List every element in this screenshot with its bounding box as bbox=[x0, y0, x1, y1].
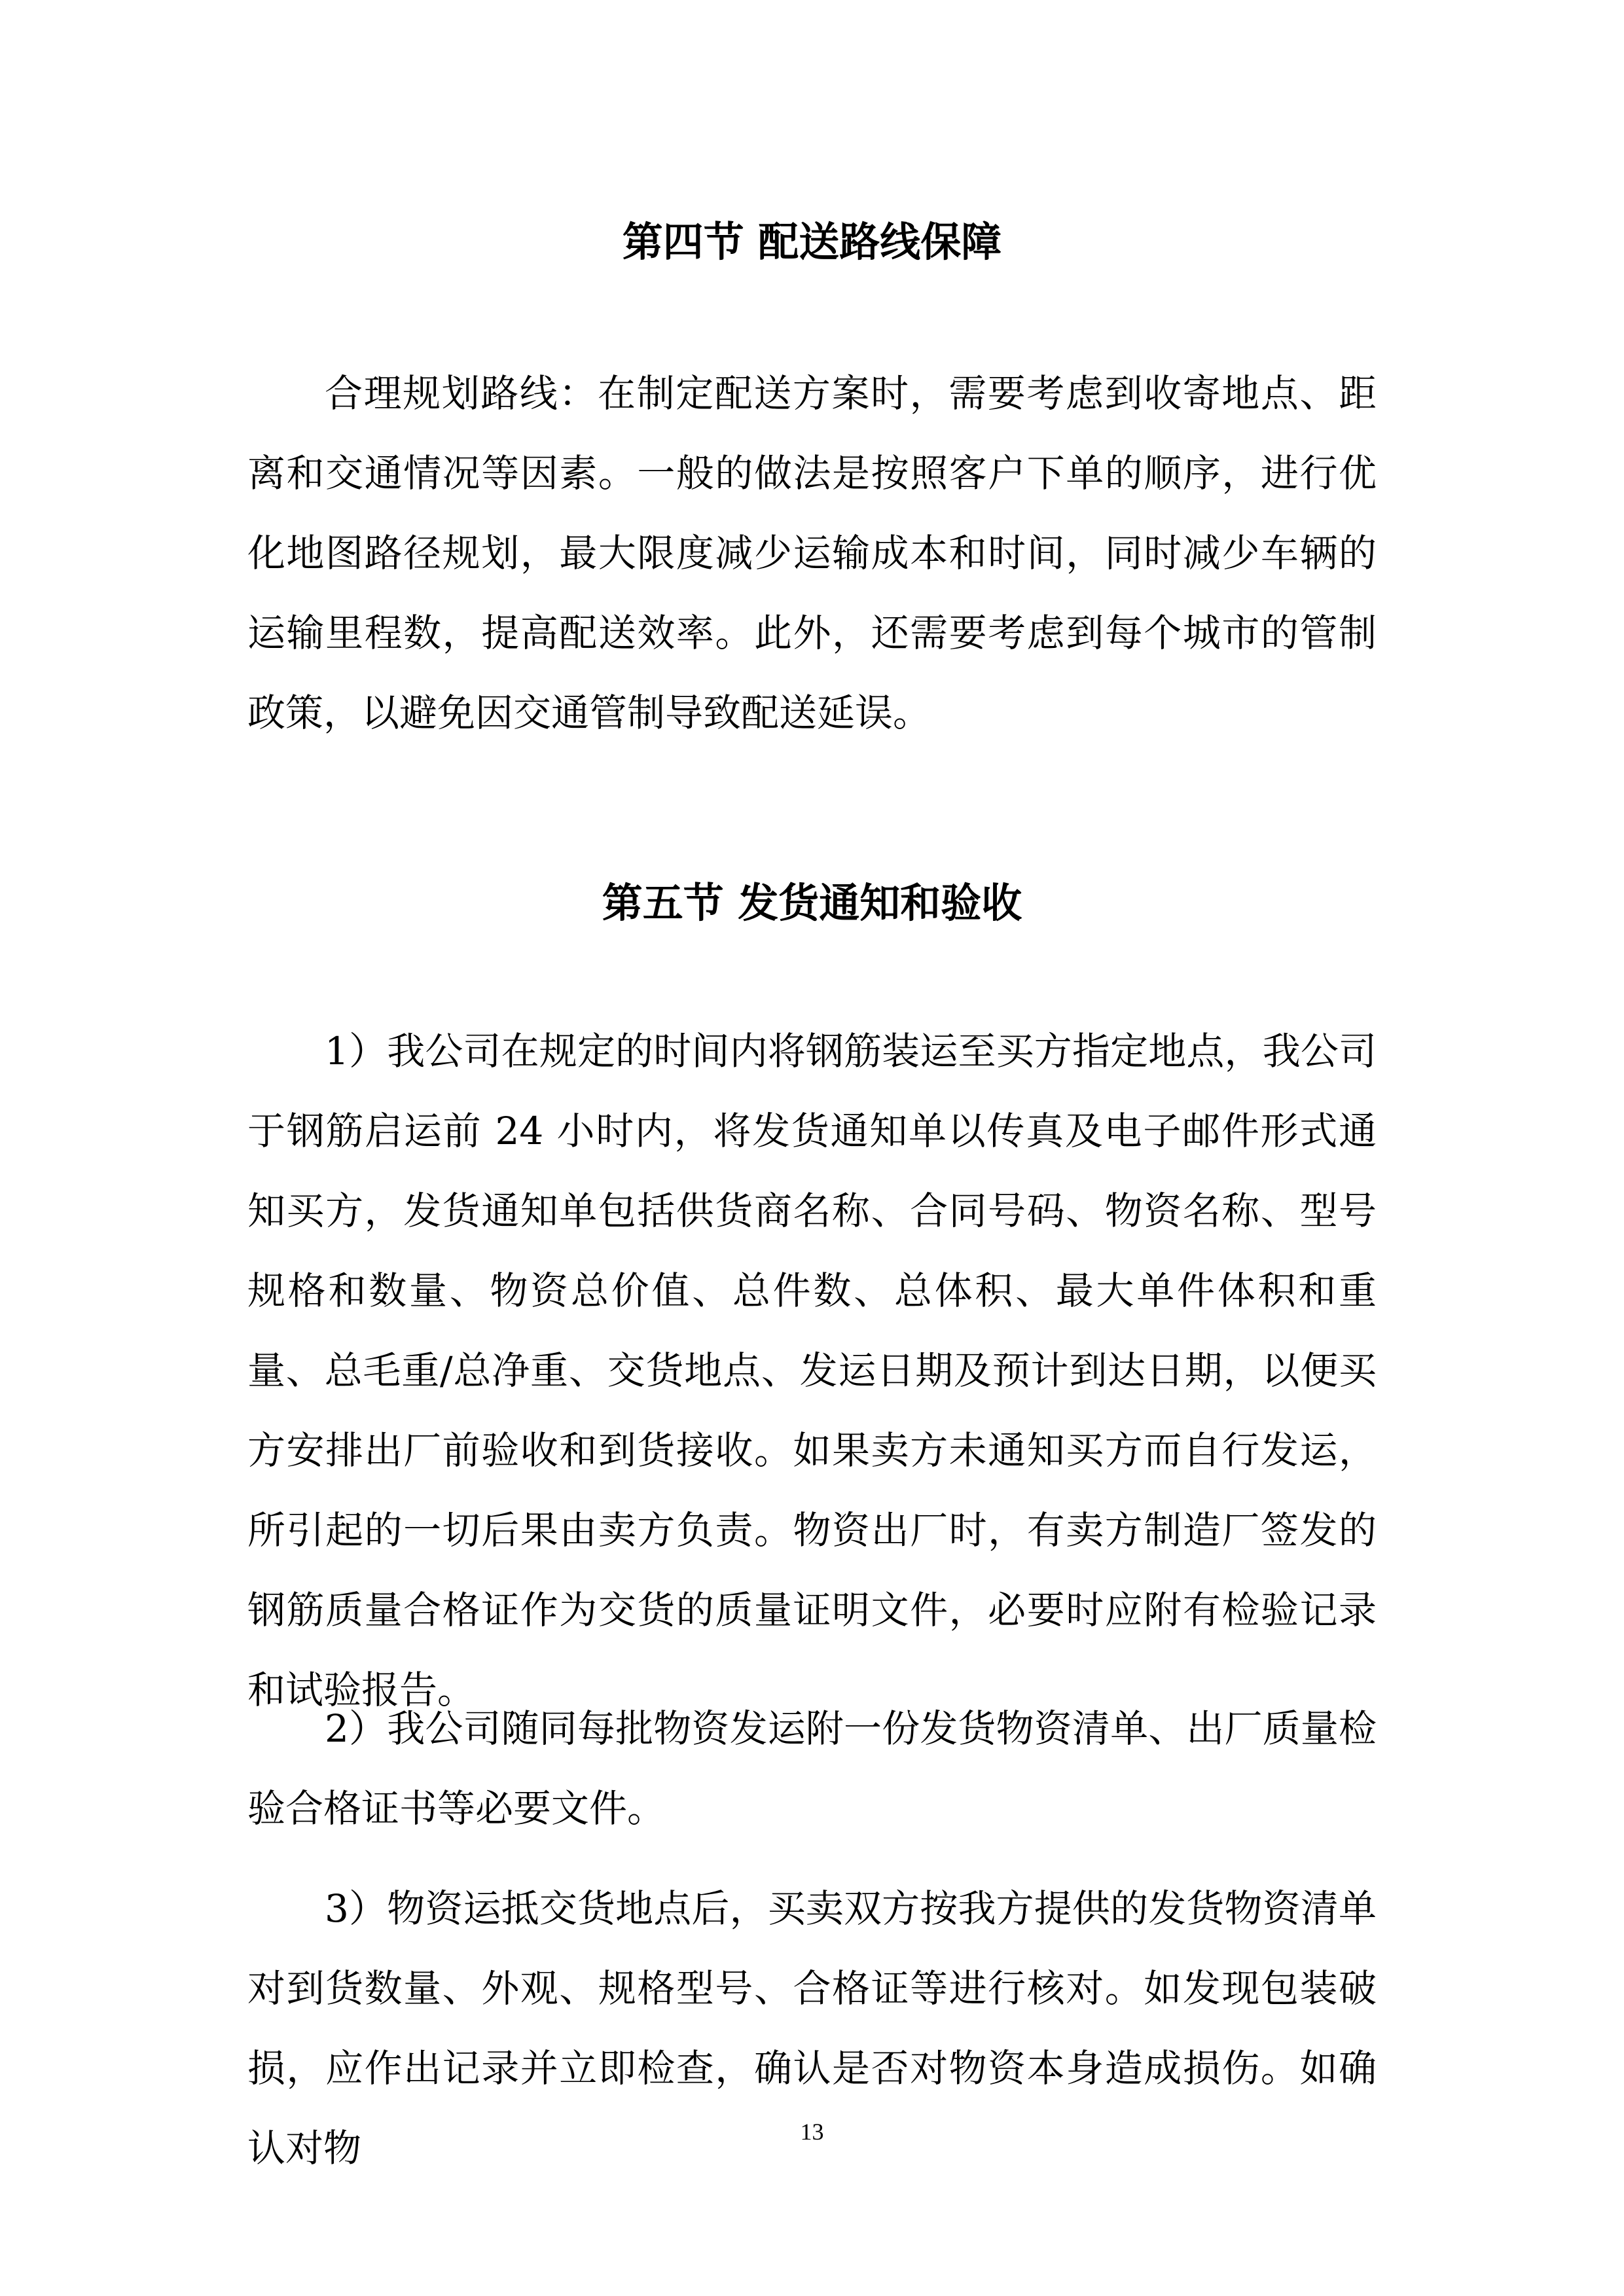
paragraph-shipping-notice: 1）我公司在规定的时间内将钢筋装运至买方指定地点，我公司于钢筋启运前 24 小时内，将发货通知单以传真及电子邮件形式通知买方，发货通知单包括供货商名称、合同号码、物资名称、型号规格和数量、物资总价值、总件数、总体积、最大单件体积和重量、总毛重/总净重、交货地点、发运日期及预计到达日期，以便买方安排出厂前验收和到货接收。如果卖方未通知买方而自行发运，所引起的一切后果由卖方负责。物资出厂时，有卖方制造厂签发的钢筋质量合格证作为交货的质量证明文件，必要时应附有检验记录和试验报告。 bbox=[247, 1029, 1377, 1712]
page-number: 13 bbox=[800, 2119, 824, 2145]
paragraph-delivery-inspection: 3）物资运抵交货地点后，买卖双方按我方提供的发货物资清单对到货数量、外观、规格型号、合格证等进行核对。如发现包装破损，应作出记录并立即检查，确认是否对物资本身造成损伤。如确认对物 bbox=[247, 1886, 1377, 2170]
paragraph-route-planning: 合理规划路线：在制定配送方案时，需要考虑到收寄地点、距离和交通情况等因素。一般的做法是按照客户下单的顺序，进行优化地图路径规划，最大限度减少运输成本和时间，同时减少车辆的运输里程数，提高配送效率。此外，还需要考虑到每个城市的管制政策，以避免因交通管制导致配送延误。 bbox=[247, 371, 1377, 735]
paragraph-shipping-documents: 2）我公司随同每批物资发运附一份发货物资清单、出厂质量检验合格证书等必要文件。 bbox=[247, 1706, 1377, 1831]
section-heading-5: 第五节 发货通知和验收 bbox=[602, 879, 1022, 927]
section-heading-4: 第四节 配送路线保障 bbox=[622, 218, 1002, 266]
